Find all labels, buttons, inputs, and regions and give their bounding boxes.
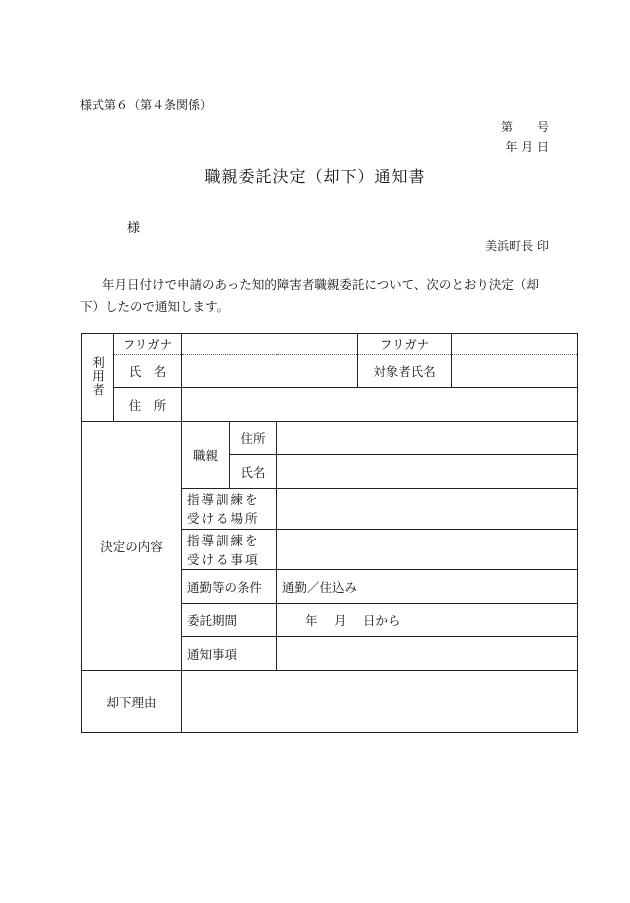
target-name-label: 対象者氏名 [358, 355, 452, 388]
document-number: 第 号 [500, 120, 549, 134]
issuer: 美浜町長 印 [485, 239, 549, 253]
training-items-field[interactable] [277, 530, 578, 570]
shokuoya-label: 職親 [182, 422, 230, 489]
target-furigana-field[interactable] [452, 334, 578, 355]
commute-value[interactable]: 通勤／住込み [277, 570, 578, 604]
notice-items-field[interactable] [277, 637, 578, 671]
rejection-reason-field[interactable] [182, 671, 578, 733]
target-name-field[interactable] [452, 355, 578, 388]
name-label: 氏 名 [114, 355, 182, 388]
commute-label: 通勤等の条件 [182, 570, 277, 604]
furigana-field[interactable] [182, 334, 358, 355]
issue-date: 年 月 日 [505, 140, 549, 154]
shokuoya-address-field[interactable] [277, 422, 578, 455]
training-items-label: 指導訓練を受ける事項 [182, 530, 277, 570]
decision-label: 決定の内容 [82, 422, 182, 671]
name-field[interactable] [182, 355, 358, 388]
shokuoya-name-field[interactable] [277, 455, 578, 489]
addressee: 様 [127, 221, 141, 236]
user-group-label: 利用者 [82, 334, 114, 422]
shokuoya-name-label: 氏名 [230, 455, 277, 489]
training-place-label: 指導訓練を受ける場所 [182, 489, 277, 530]
period-value[interactable]: 年 月 日から [277, 604, 578, 637]
form-number: 様式第６（第４条関係） [80, 98, 213, 112]
furigana-label: フリガナ [114, 334, 182, 355]
address-label: 住 所 [114, 388, 182, 422]
rejection-reason-label: 却下理由 [82, 671, 182, 733]
shokuoya-address-label: 住所 [230, 422, 277, 455]
body-text: 年月日付けで申請のあった知的障害者職親委託について、次のとおり決定（却下）したので通知します。 [80, 277, 539, 314]
notice-items-label: 通知事項 [182, 637, 277, 671]
training-place-field[interactable] [277, 489, 578, 530]
page-title: 職親委託決定（却下）通知書 [204, 167, 426, 186]
target-furigana-label: フリガナ [358, 334, 452, 355]
address-field[interactable] [182, 388, 578, 422]
notice-form-table [81, 333, 578, 733]
period-label: 委託期間 [182, 604, 277, 637]
